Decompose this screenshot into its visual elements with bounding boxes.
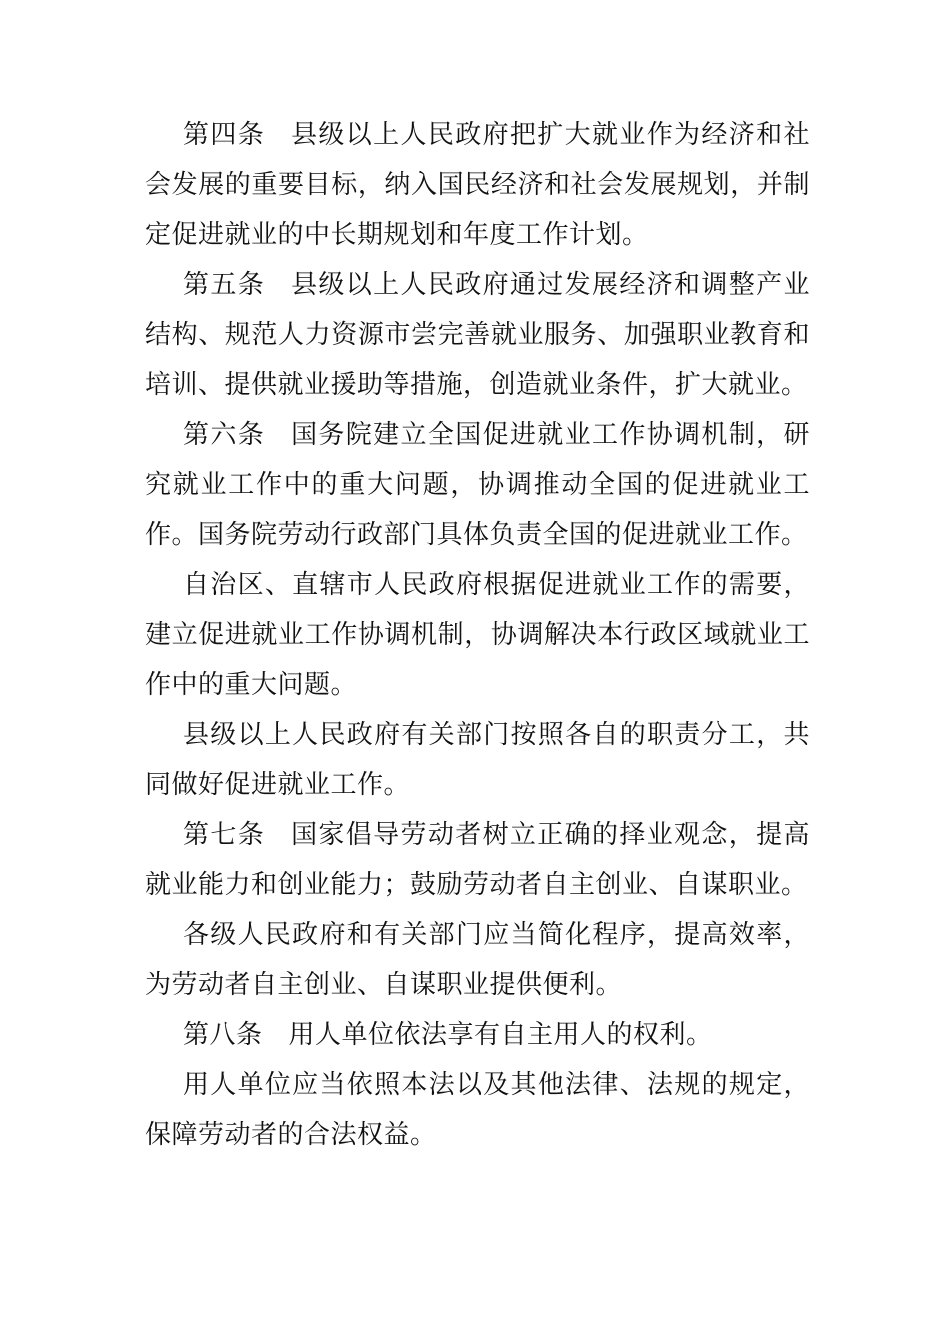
paragraph-text: 各级人民政府和有关部门应当简化程序，提高效率，为劳动者自主创业、自谋职业提供便利。 [145, 920, 810, 1000]
article-7-clause-2 [145, 910, 810, 1010]
paragraph-text: 县级以上人民政府把扩大就业作为经济和社会发展的重要目标，纳入国民经济和社会发展规划，并制定促进就业的中长期规划和年度工作计划。 [145, 120, 810, 250]
article-number: 第八条 [183, 1020, 263, 1050]
paragraph-text: 县级以上人民政府有关部门按照各自的职责分工，共同做好促进就业工作。 [145, 720, 810, 800]
article-8-paragraph [145, 1010, 810, 1060]
paragraph-text: 国家倡导劳动者树立正确的择业观念，提高就业能力和创业能力；鼓励劳动者自主创业、自谋职业。 [145, 820, 810, 900]
document-body [145, 110, 810, 1160]
article-number: 第七条 [183, 820, 266, 850]
article-8-clause-2 [145, 1060, 810, 1160]
article-5-paragraph [145, 260, 810, 410]
article-6-clause-3 [145, 710, 810, 810]
paragraph-text: 县级以上人民政府通过发展经济和调整产业结构、规范人力资源市尝完善就业服务、加强职业教育和培训、提供就业援助等措施，创造就业条件，扩大就业。 [145, 270, 810, 400]
paragraph-text: 自治区、直辖市人民政府根据促进就业工作的需要，建立促进就业工作协调机制，协调解决本行政区域就业工作中的重大问题。 [145, 570, 810, 700]
paragraph-text: 用人单位应当依照本法以及其他法律、法规的规定，保障劳动者的合法权益。 [145, 1070, 810, 1150]
article-6-paragraph [145, 410, 810, 560]
paragraph-text: 国务院建立全国促进就业工作协调机制，研究就业工作中的重大问题，协调推动全国的促进就业工作。国务院劳动行政部门具体负责全国的促进就业工作。 [145, 420, 810, 550]
article-4-paragraph [145, 110, 810, 260]
article-number: 第六条 [183, 420, 266, 450]
article-6-clause-2 [145, 560, 810, 710]
article-number: 第五条 [183, 270, 266, 300]
paragraph-text: 用人单位依法享有自主用人的权利。 [288, 1020, 713, 1050]
article-7-paragraph [145, 810, 810, 910]
article-number: 第四条 [183, 120, 266, 150]
